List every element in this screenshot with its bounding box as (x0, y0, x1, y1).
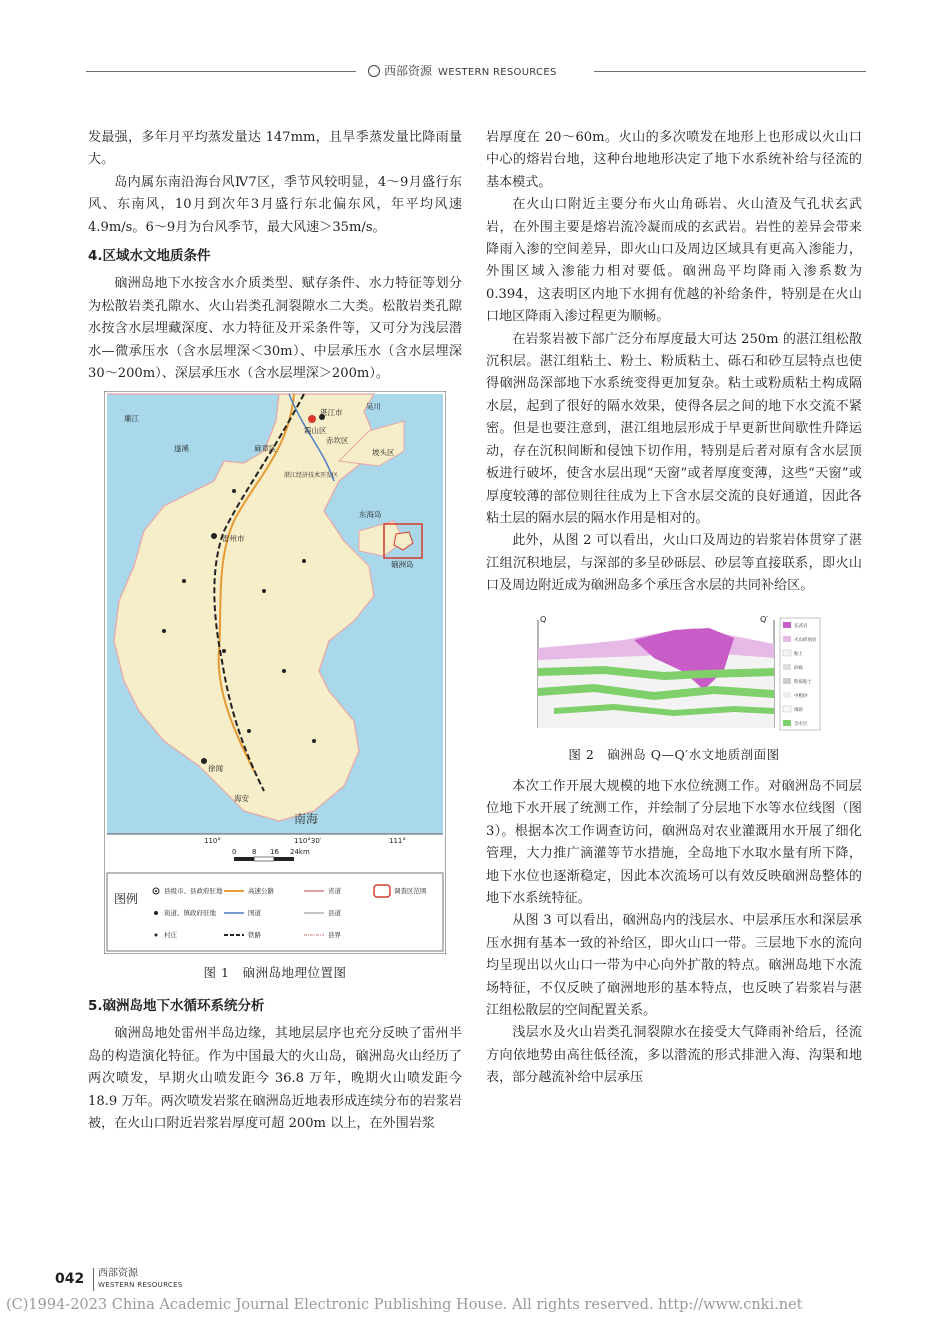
map-label-suixi: 遂溪 (174, 444, 189, 454)
map-label-leizhou: 雷州市 (222, 534, 245, 544)
section-heading-5: 5.硇洲岛地下水循环系统分析 (88, 997, 265, 1014)
map-label-xuwen: 徐闻 (208, 764, 223, 774)
scale-label-16: 16 (270, 848, 279, 857)
scale-label-24: 24km (290, 848, 310, 857)
map-label-city: 湛江市 (320, 408, 343, 418)
map-label-potou: 坡头区 (372, 448, 395, 458)
legend-town: 街道、镇政府驻地 (164, 909, 216, 918)
left-column (88, 127, 462, 1135)
left-paragraph-4: 硇洲岛地处雷州半岛边缘，其地层层序也充分反映了雷州半岛的构造演化特征。作为中国最大的火山岛，硇洲岛火山经历了两次喷发，早期火山喷发距今 36.8 万年，晚期火山喷发距今 18.9 万年。两次喷发岩浆在硇洲岛近地表形成连续分布的岩浆岩被，在火山口附近岩浆岩厚度可超 200m 以上，在外围岩浆 (88, 1026, 462, 1131)
figure-1-map (104, 391, 446, 954)
map-long-label-3: 111° (389, 837, 406, 846)
copyright-notice: (C)1994-2023 China Academic Journal Electronic Publishing House. All rights reserved. http://www.cnki.net (6, 1297, 803, 1313)
journal-logo-icon (368, 65, 380, 77)
location-map (104, 391, 446, 954)
legend-village: 村庄 (164, 931, 177, 940)
map-label-donghai: 东海岛 (359, 510, 382, 520)
right-paragraph-1: 岩厚度在 20～60m。火山的多次喷发在地形上也形成以火山口中心的熔岩台地，这种台地地形决定了地下水系统补给与径流的基本模式。 (486, 130, 862, 190)
footer-brand-cn: 西部资源 (98, 1268, 138, 1279)
header-rule-left (86, 71, 356, 72)
right-paragraph-4: 此外，从图 2 可以看出，火山口及周边的岩浆岩体贯穿了湛江组沉积地层，与深部的多呈砂砾层、砂层等直接联系，即火山口及周边附近成为硇洲岛多个承压含水层的共同补给区。 (486, 533, 862, 594)
section-label-q-prime: Q′ (760, 614, 769, 624)
legend-county-seat: 县级市、县政府驻地 (164, 887, 223, 896)
footer-brand-en: WESTERN RESOURCES (98, 1281, 183, 1289)
left-paragraph-1: 发最强，多年月平均蒸发量达 147mm，且旱季蒸发量比降雨量大。 (88, 130, 462, 168)
section-legend-2: 火山碎屑岩 (794, 637, 817, 643)
page-number: 042 (55, 1271, 85, 1287)
map-label-mazhang: 麻章区 (254, 444, 277, 454)
running-header (368, 62, 557, 79)
section-legend-8: 含水层 (794, 721, 808, 727)
map-label-naozhou: 硇洲岛 (391, 560, 414, 570)
hydrogeologic-section (524, 610, 824, 736)
right-column (486, 127, 862, 1090)
map-label-xiashan: 霞山区 (304, 426, 327, 436)
legend-survey-area: 调查区范围 (394, 887, 427, 896)
header-rule-right (594, 71, 866, 72)
footer-brand (93, 1268, 183, 1291)
legend-provincial-road: 省道 (328, 887, 341, 896)
right-paragraph-6: 从图 3 可以看出，硇洲岛内的浅层水、中层承压水和深层承压水拥有基本一致的补给区，即火山口一带。三层地下水的流向均呈现出以火山口一带为中心向外扩散的特点。硇洲岛地下水流场特征，不仅反映了硇洲地形的基本特点，也反映了岩浆岩与湛江组松散层的空间配置关系。 (486, 913, 862, 1018)
map-legend-title: 图例 (114, 892, 139, 907)
scale-label-8: 8 (252, 848, 257, 857)
legend-national-road: 国道 (248, 909, 261, 918)
section-legend-5: 粉质粘土 (794, 679, 812, 685)
right-paragraph-2: 在火山口附近主要分布火山角砾岩、火山渣及气孔状玄武岩，在外围主要是熔岩流冷凝而成的玄武岩。岩性的差异会带来降雨入渗的空间差异，即火山口及周边区域具有更高入渗能力，外围区域入渗能力相对要低。硇洲岛平均降雨入渗系数为 0.394，这表明区内地下水拥有优越的补给条件，特别是在火山口地区降雨入渗过程更为顺畅。 (486, 197, 862, 325)
figure-2-section (524, 610, 824, 736)
map-label-sea: 南海 (294, 812, 319, 827)
map-long-label-2: 110°30′ (294, 837, 322, 846)
section-legend-4: 砂砾 (794, 665, 803, 671)
map-label-wuchuan: 吴川 (366, 402, 381, 412)
section-legend-3: 粘土 (794, 651, 803, 657)
section-legend-6: 中粗砂 (794, 693, 808, 699)
legend-county-road: 县道 (328, 909, 341, 918)
map-label-devzone: 湛江经济技术开发区 (284, 472, 339, 480)
left-paragraph-2: 岛内属东南沿海台风Ⅳ7区，季节风较明显，4～9月盛行东风、东南风，10月到次年3月盛行东北偏东风，年平均风速 4.9m/s。6～9月为台风季节，最大风速＞35m/s。 (88, 174, 462, 235)
scale-label-0: 0 (232, 848, 237, 857)
section-legend (780, 618, 820, 730)
section-label-q: Q (540, 614, 547, 624)
figure-2-caption: 图 2 硇洲岛 Q—Q′水文地质剖面图 (568, 746, 780, 762)
header-title-en: WESTERN RESOURCES (438, 67, 557, 78)
header-title-cn: 西部资源 (384, 64, 433, 78)
left-paragraph-3: 硇洲岛地下水按含水介质类型、赋存条件、水力特征等划分为松散岩类孔隙水、火山岩类孔洞裂隙水二大类。松散岩类孔隙水按含水层埋藏深度、水力特征及开采条件等，又可分为浅层潜水—微承压水（含水层埋深＜30m）、中层承压水（含水层埋深 30～200m）、深层承压水（含水层埋深＞200m）。 (88, 276, 462, 382)
legend-county-boundary: 县界 (328, 931, 341, 940)
section-heading-4: 4.区域水文地质条件 (88, 248, 211, 265)
city-star (308, 415, 316, 423)
map-label-haian: 海安 (234, 794, 249, 804)
map-label-chikan: 赤坎区 (326, 436, 349, 446)
right-paragraph-7: 浅层水及火山岩类孔洞裂隙水在接受大气降雨补给后，径流方向依地势由高往低径流，多以潜流的形式排泄入海、沟渠和地表，部分越流补给中层承压 (486, 1025, 862, 1086)
map-long-label-1: 110° (204, 837, 221, 846)
right-paragraph-3: 在岩浆岩被下部广泛分布厚度最大可达 250m 的湛江组松散沉积层。湛江组粘土、粉土、粉质粘土、砾石和砂互层特点也使得硇洲岛深部地下水系统变得更加复杂。粘土或粉质粘土构成隔水层，起到了很好的隔水效果，使得各层之间的地下水交流不紧密。但是也要注意到，湛江组地层形成于早更新世间歇性升降运动，存在沉积间断和侵蚀下切作用，特别是后者对原有含水层顶板进行破坏，使含水层出现“天窗”或者厚度变薄，这些“天窗”或厚度较薄的部位则往往成为上下含水层交流的良好通道，因此各粘土层的隔水层的隔水作用是相对的。 (486, 331, 862, 526)
map-label-lianjiang: 廉江 (124, 414, 139, 424)
right-paragraph-5: 本次工作开展大规模的地下水位统测工作。对硇洲岛不同层位地下水开展了统测工作，并绘制了分层地下水等水位线图（图 3）。根据本次工作调查访问，硇洲岛对农业灌溉用水开展了细化管理，大力推广滴灌等节水措施，全岛地下水取水量有所下降，地下水位也逐渐稳定，因此本次流场可以有效反映硇洲岛整体的地下水系统特征。 (486, 778, 862, 906)
legend-highway: 高速公路 (248, 887, 274, 896)
figure-1-caption: 图 1 硇洲岛地理位置图 (203, 965, 347, 981)
section-legend-7: 细砂 (794, 707, 803, 713)
legend-railway: 铁路 (248, 931, 261, 940)
section-legend-1: 玄武岩 (794, 623, 808, 629)
